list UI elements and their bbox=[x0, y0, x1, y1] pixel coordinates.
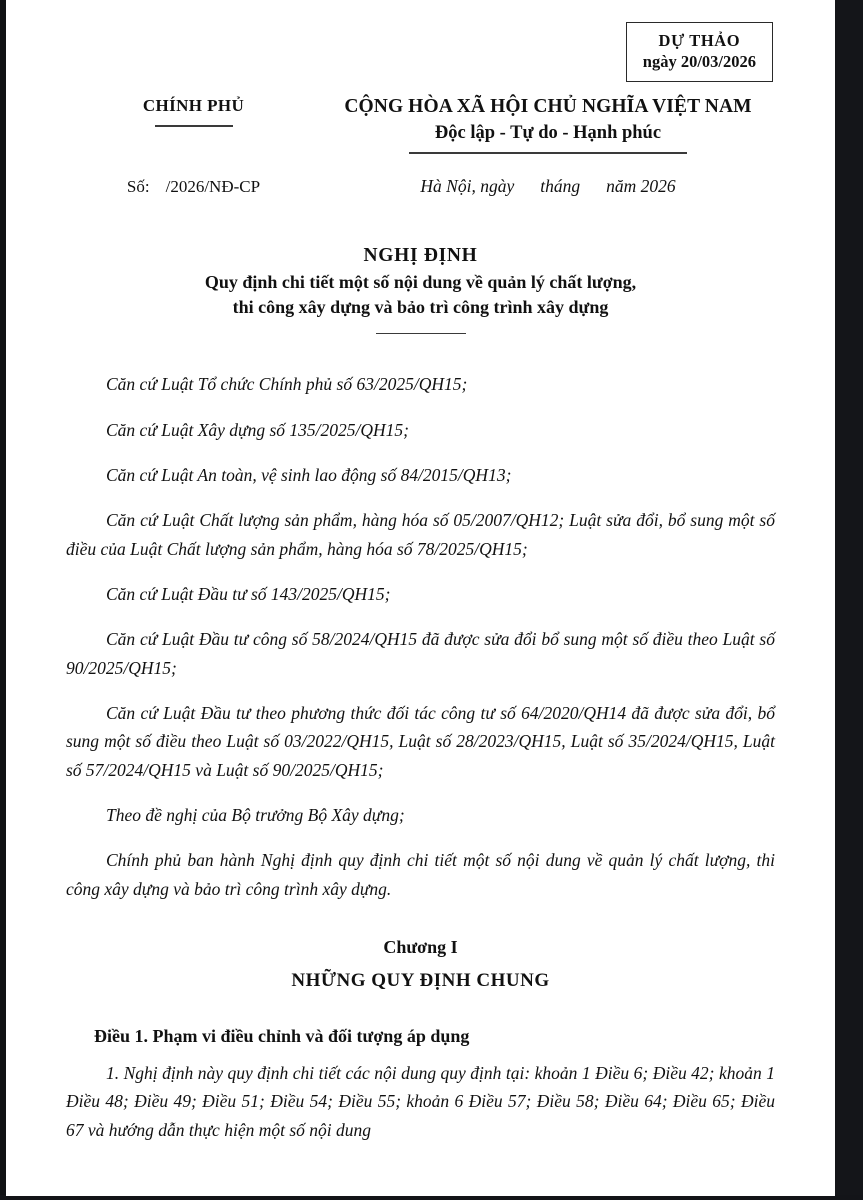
document-kind: NGHỊ ĐỊNH bbox=[363, 244, 478, 266]
chapter-name: NHỮNG QUY ĐỊNH CHUNG bbox=[291, 970, 550, 992]
title-block bbox=[66, 245, 775, 335]
document-page bbox=[6, 0, 835, 1196]
document-number-label: Số: bbox=[126, 176, 150, 196]
preamble-paragraph: Căn cứ Luật Đầu tư công số 58/2024/QH15 đã được sửa đổi bổ sung một số điều theo Luật số 90/2025/QH15; bbox=[66, 629, 775, 678]
place-date-block bbox=[321, 176, 775, 197]
document-number-value: /2026/NĐ-CP bbox=[165, 176, 261, 196]
issuing-body-rule bbox=[155, 125, 233, 127]
preamble bbox=[66, 370, 775, 903]
preamble-paragraph: Theo đề nghị của Bộ trưởng Bộ Xây dựng; bbox=[106, 805, 405, 826]
document-subtitle-line2: thi công xây dựng và bảo trì công trình xây dựng bbox=[232, 297, 609, 318]
article-1-clause-1: 1. Nghị định này quy định chi tiết các nội dung quy định tại: khoản 1 Điều 6; Điều 42; khoản 1 Điều 48; Điều 49; Điều 51; Điều 54; Điều 55; khoản 6 Điều 57; Điều 58; Điều 64; Điều 65; Điều 67 và hướng dẫn thực hiện một số nội dung bbox=[66, 1063, 775, 1140]
nation-motto: Độc lập - Tự do - Hạnh phúc bbox=[434, 123, 662, 143]
preamble-paragraph: Căn cứ Luật Đầu tư số 143/2025/QH15; bbox=[106, 584, 391, 604]
title-rule bbox=[376, 333, 466, 335]
month-word: tháng bbox=[540, 175, 581, 196]
national-heading-rule bbox=[409, 152, 687, 154]
place-and-day: Hà Nội, ngày bbox=[420, 175, 515, 196]
number-and-date-row bbox=[66, 176, 775, 197]
draft-stamp-date: ngày 20/03/2026 bbox=[642, 52, 756, 72]
chapter-heading bbox=[66, 937, 775, 992]
document-number-block bbox=[66, 177, 321, 197]
preamble-paragraph: Căn cứ Luật An toàn, vệ sinh lao động số 84/2015/QH13; bbox=[106, 464, 512, 485]
article-1-heading: Điều 1. Phạm vi điều chỉnh và đối tượng áp dụng bbox=[94, 1026, 470, 1047]
document-subtitle bbox=[66, 270, 775, 321]
preamble-paragraph: Căn cứ Luật Đầu tư theo phương thức đối tác công tư số 64/2020/QH14 đã được sửa đổi, bổ sung một số điều theo Luật số 03/2022/QH15, Luật số 28/2023/QH15, Luật số 35/2024/QH15, Luật số 57/2024/QH15 và Luật số 90/2025/QH15; bbox=[66, 703, 775, 780]
issuing-body-block bbox=[66, 96, 321, 127]
draft-stamp bbox=[626, 22, 773, 82]
article-1 bbox=[66, 1026, 775, 1144]
preamble-paragraph: Chính phủ ban hành Nghị định quy định chi tiết một số nội dung về quản lý chất lượng, thi công xây dựng và bảo trì công trình xây dựng. bbox=[66, 850, 775, 899]
preamble-paragraph: Căn cứ Luật Tổ chức Chính phủ số 63/2025/QH15; bbox=[106, 374, 468, 395]
preamble-paragraph: Căn cứ Luật Xây dựng số 135/2025/QH15; bbox=[106, 419, 409, 440]
national-heading-block bbox=[321, 96, 775, 154]
year-word: năm 2026 bbox=[606, 175, 676, 196]
preamble-paragraph: Căn cứ Luật Chất lượng sản phẩm, hàng hóa số 05/2007/QH12; Luật sửa đổi, bổ sung một số điều của Luật Chất lượng sản phẩm, hàng hóa số 78/2025/QH15; bbox=[66, 510, 775, 559]
chapter-number: Chương I bbox=[383, 937, 458, 958]
issuing-body-name: CHÍNH PHỦ bbox=[142, 96, 245, 115]
photo-edge-right bbox=[835, 0, 863, 1200]
nation-name: CỘNG HÒA XÃ HỘI CHỦ NGHĨA VIỆT NAM bbox=[344, 96, 752, 117]
document-subtitle-line1: Quy định chi tiết một số nội dung về quản lý chất lượng, bbox=[204, 271, 637, 292]
draft-stamp-label: DỰ THẢO bbox=[658, 31, 741, 50]
